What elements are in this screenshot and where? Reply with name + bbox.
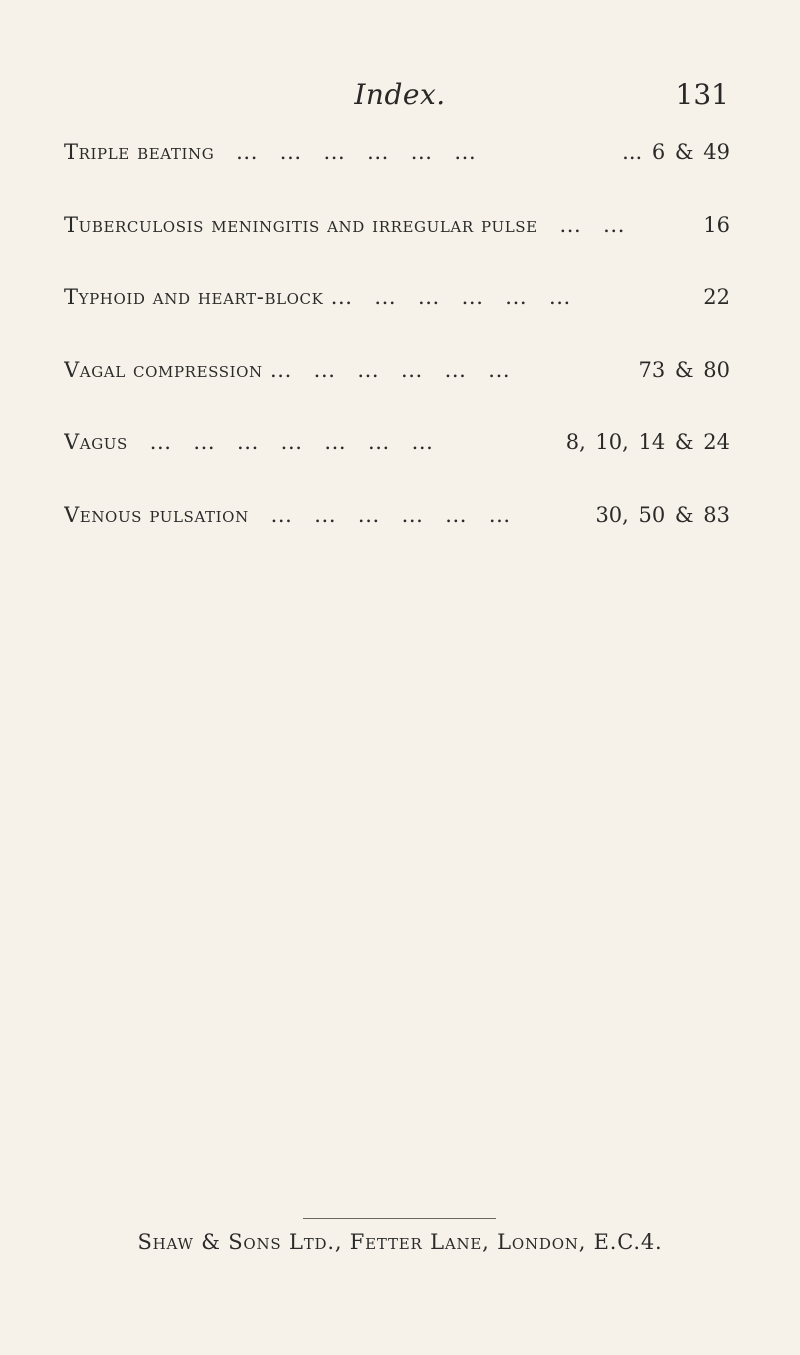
entry-pages: 73 & 80	[638, 357, 730, 382]
entry-term: Tuberculosis meningitis and irregular pulse ... ...	[64, 212, 625, 237]
entry-pages: 22	[703, 285, 730, 309]
running-title: Index.	[354, 78, 446, 111]
index-entry	[64, 213, 730, 286]
imprint-rule	[303, 1218, 496, 1219]
entry-term: Venous pulsation ... ... ... ... ... ...	[64, 502, 511, 527]
entry-term: Typhoid and heart-block ... ... ... ... ... ...	[64, 285, 571, 309]
entry-term: Vagus ... ... ... ... ... ... ...	[64, 430, 434, 454]
entry-pages: 30, 50 & 83	[595, 502, 730, 527]
index-entry	[64, 358, 730, 431]
index-entry	[64, 430, 730, 503]
index-entry	[64, 503, 730, 576]
entry-term: Vagal compression ... ... ... ... ... ...	[64, 357, 511, 382]
page-number: 131	[675, 78, 729, 111]
index-entries	[64, 140, 730, 575]
entry-term: Triple beating ... ... ... ... ... ...	[64, 140, 477, 164]
entry-pages: 8, 10, 14 & 24	[565, 430, 730, 454]
index-entry	[64, 285, 730, 358]
entry-pages: ... 6 & 49	[622, 140, 730, 164]
index-entry	[64, 140, 730, 213]
entry-pages: 16	[703, 212, 730, 237]
printer-imprint: Shaw & Sons Ltd., Fetter Lane, London, E.C.4.	[137, 1230, 663, 1254]
